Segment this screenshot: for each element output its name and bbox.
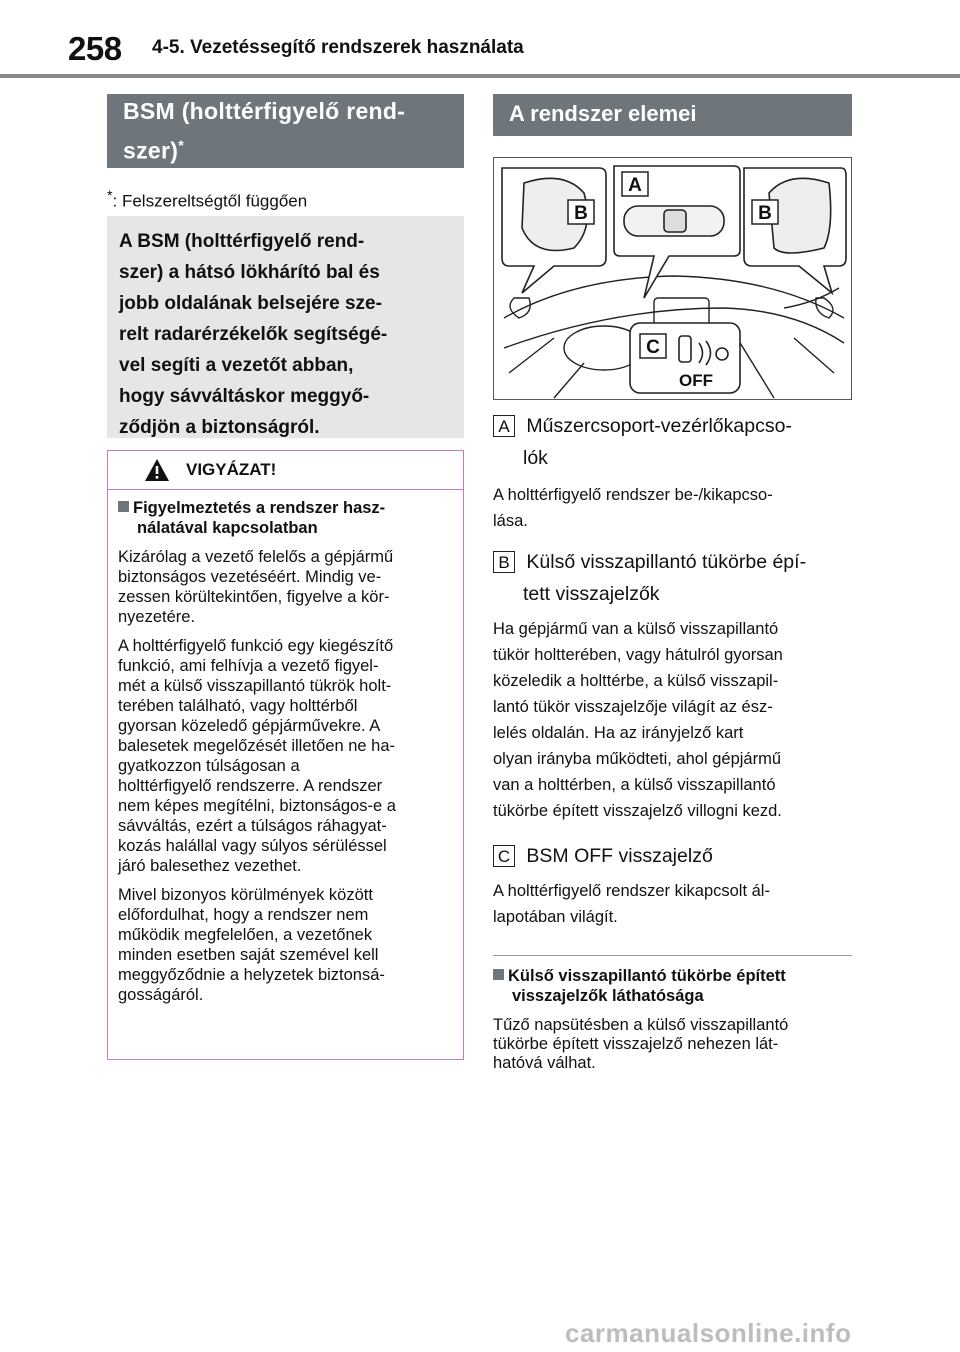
dashboard-illustration <box>494 158 851 399</box>
off-text: OFF <box>679 371 713 390</box>
diagram-label-a: A <box>628 175 642 196</box>
square-bullet-icon <box>493 969 504 980</box>
footnote-mark: * <box>107 188 113 204</box>
item-label-c: C <box>493 845 515 867</box>
intro-line: A BSM (holttérfigyelő rend- <box>119 231 365 252</box>
footnote-text: : Felszereltségtől függően <box>112 191 308 211</box>
item-b <box>493 546 852 824</box>
caution-paragraph-2: A holttérfigyelő funkció egy kiegészítő funkció, ami felhívja a vezető figyel- mét a külső visszapillantó tükrök holt- terében található, vagy holttérből gyorsan közeledő gépjárművekre. A balesetek megelőzését illetően ne ha- gyatkozzon túlságosan a holttérfigyelő rendszerre. A rendszer nem képes megítélni, biztonságos-e a sávváltás, ezért a túlságos ráhagyat- kozás halállal vagy súlyos sérüléssel járó balesethez vezethet. <box>118 637 396 875</box>
intro-line: jobb oldalának belsejére sze- <box>119 293 382 314</box>
caution-header <box>108 451 463 490</box>
item-label-b: B <box>493 551 515 573</box>
intro-line: hogy sávváltáskor meggyő- <box>119 386 370 407</box>
caution-paragraph-3: Mivel bizonyos körülmények között előfordulhat, hogy a rendszer nem működik megfelelően, a vezetőnek minden esetben saját szemével kell meggyőződnie a helyzetek biztonsá- gosságáról. <box>118 886 385 1004</box>
bsm-title-asterisk: * <box>178 137 184 153</box>
warning-triangle-icon <box>144 458 170 482</box>
note-body: Tűző napsütésben a külső visszapillantó tükörbe épített visszajelző nehezen lát- hatóvá válhat. <box>493 1016 789 1072</box>
bsm-section-title <box>107 94 464 168</box>
elements-section-title: A rendszer elemei <box>493 94 852 136</box>
bsm-title-line1: BSM (holttérfigyelő rend- <box>123 98 406 124</box>
header-divider <box>0 74 960 78</box>
caution-body <box>108 490 463 1022</box>
caution-box <box>107 450 464 1060</box>
square-bullet-icon <box>118 501 129 512</box>
item-b-title-line1: Külső visszapillantó tükörbe épí- <box>526 551 807 573</box>
page-number: 258 <box>68 30 122 67</box>
intro-line: relt radarérzékelők segítségé- <box>119 324 388 345</box>
item-c-title: BSM OFF visszajelző <box>526 845 713 867</box>
intro-line: szer) a hátsó lökhárító bal és <box>119 262 380 283</box>
caution-subtitle: Figyelmeztetés a rendszer hasz- nálatával kapcsolatban <box>118 498 453 538</box>
intro-line: ződjön a biztonságról. <box>119 417 320 438</box>
item-b-desc: Ha gépjármű van a külső visszapillantó tükör holtterében, vagy hátulról gyorsan közeledik a holttérbe, a külső visszapil- lantó tükör visszajelzője világít az ész- lelés oldalán. Ha az irányjelző kart olyan irányba működteti, ahol gépjármű van a holttérben, a külső visszapillantó tükörbe épített visszajelző villogni kezd. <box>493 620 783 820</box>
intro-box <box>107 216 464 438</box>
diagram-label-b-left: B <box>574 203 588 224</box>
item-label-a: A <box>493 415 515 437</box>
footnote <box>107 188 307 212</box>
item-c <box>493 840 852 930</box>
bsm-title-line2: szer) <box>123 137 179 164</box>
caution-paragraph-1: Kizárólag a vezető felelős a gépjármű biztonságos vezetéséért. Mindig ve- zessen körültekintően, figyelve a kör- nyezetére. <box>118 548 394 626</box>
item-a-title-line1: Műszercsoport-vezérlőkapcso- <box>526 415 792 437</box>
caution-title: VIGYÁZAT! <box>186 460 277 479</box>
watermark: carmanualsonline.info <box>565 1318 852 1348</box>
item-a-title-line2: lók <box>523 447 548 469</box>
dashboard-diagram <box>493 157 852 400</box>
item-b-title-line2: tett visszajelzők <box>523 583 660 605</box>
intro-line: vel segíti a vezetőt abban, <box>119 355 354 376</box>
note-divider <box>493 955 852 956</box>
diagram-label-b-right: B <box>758 203 772 224</box>
note-title: Külső visszapillantó tükörbe épített visszajelzők láthatósága <box>493 966 852 1006</box>
chapter-title: 4-5. Vezetéssegítő rendszerek használata <box>152 37 524 58</box>
item-a <box>493 410 852 534</box>
diagram-label-c: C <box>646 337 660 358</box>
item-c-desc: A holttérfigyelő rendszer kikapcsolt ál- lapotában világít. <box>493 882 770 926</box>
item-a-desc: A holttérfigyelő rendszer be-/kikapcso- lása. <box>493 486 773 530</box>
